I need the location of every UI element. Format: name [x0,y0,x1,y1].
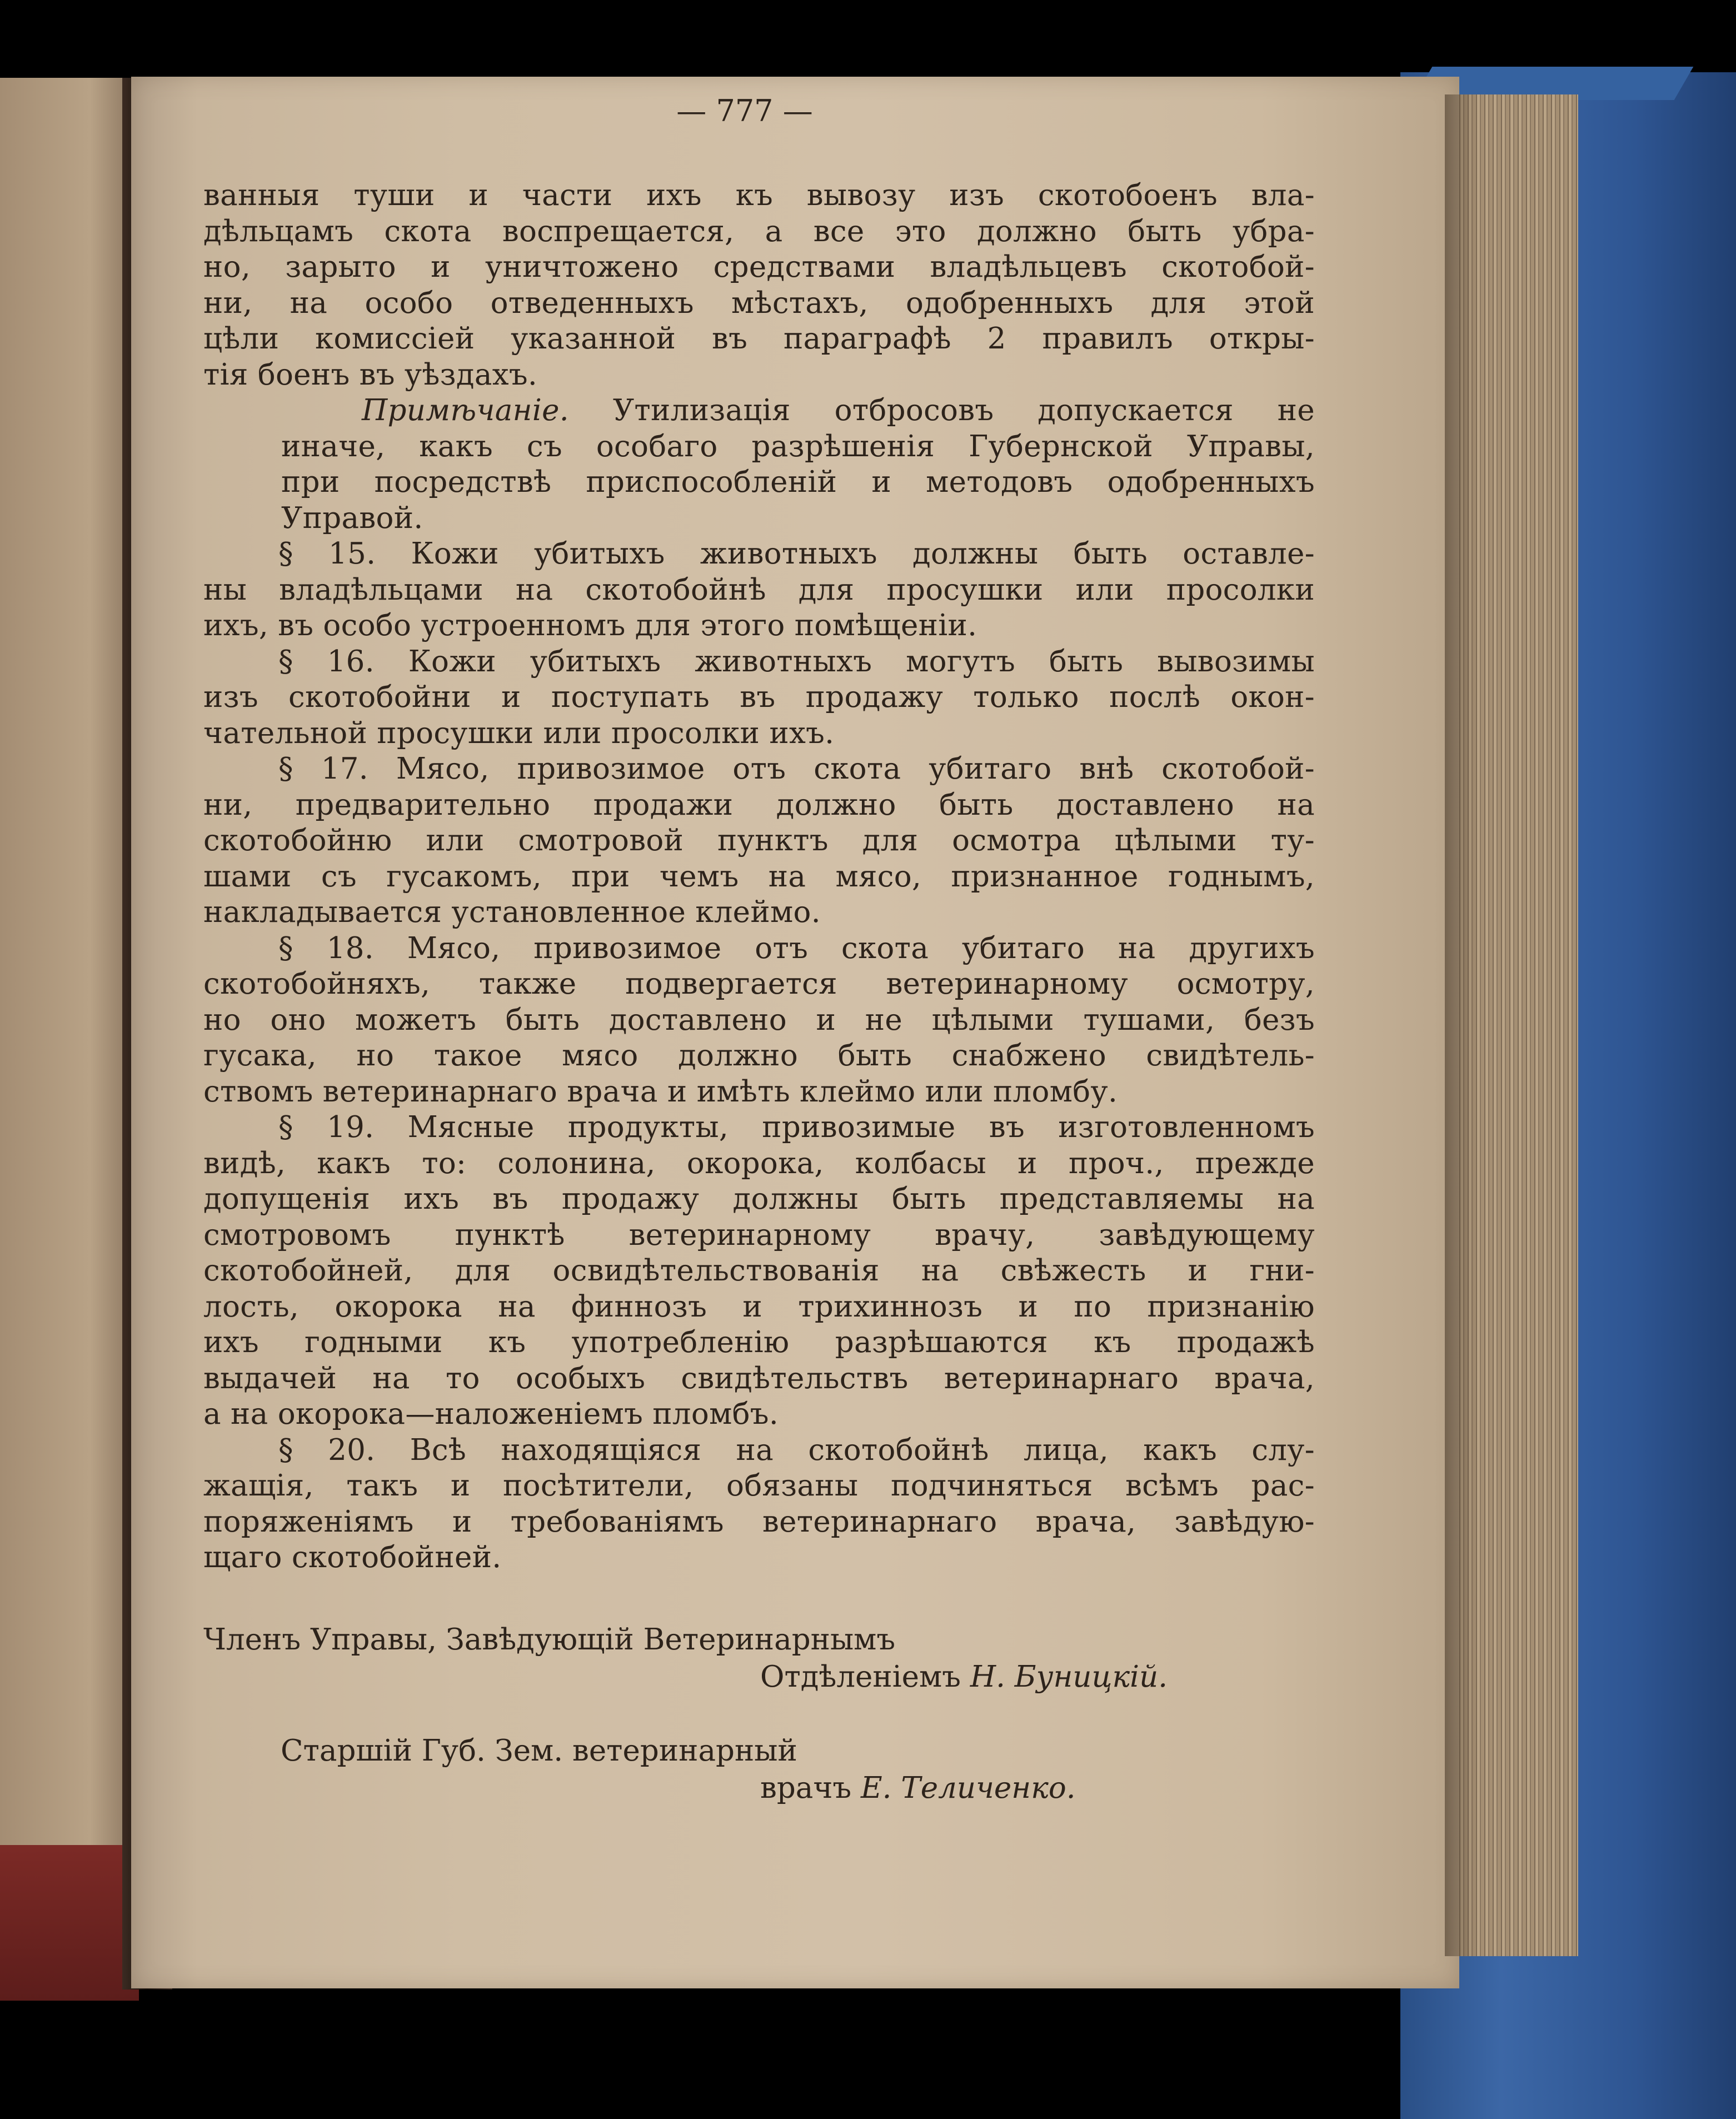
signature-2-name: Е. Теличенко. [860,1771,1076,1805]
paragraph-line: § 20. Всѣ находящіяся на скотобойнѣ лица, какъ слу- [278,1433,1315,1467]
body-line: цѣли комиссіей указанной въ параграфѣ 2 правилъ откры- [203,322,1315,356]
paragraph-line: ихъ годными къ употребленію разрѣшаются къ продажѣ [203,1325,1315,1359]
body-line: дѣльцамъ скота воспрещается, а все это должно быть убра- [203,214,1315,248]
signature-2-line1: Старшій Губ. Зем. ветеринарный [281,1734,797,1768]
paragraph-line: чательной просушки или просолки ихъ. [203,716,835,750]
paragraph-line: § 15. Кожи убитыхъ животныхъ должны быть оставле- [278,537,1315,571]
body-line: ванныя туши и части ихъ къ вывозу изъ скотобоенъ вла- [203,178,1315,212]
paragraph-line: поряженіямъ и требованіямъ ветеринарнаго врача, завѣдую- [203,1504,1315,1539]
paragraph-line: § 16. Кожи убитыхъ животныхъ могутъ быть вывозимы [278,644,1315,679]
paragraph-line: а на окорока—наложеніемъ пломбъ. [203,1397,779,1431]
note-label: Примѣчаніе. [362,393,569,427]
note-line: при посредствѣ приспособленій и методовъ одобренныхъ [281,465,1315,499]
signature-1-name: Н. Буницкій. [970,1660,1168,1694]
paragraph-line: но оно можетъ быть доставлено и не цѣлыми тушами, безъ [203,1003,1315,1037]
page-edge-shadow [1445,94,1478,1956]
paragraph-line: § 19. Мясные продукты, привозимые въ изготовленномъ [278,1110,1315,1144]
note-text: Утилизація отбросовъ допускается не [612,393,1315,427]
paragraph-line: смотровомъ пунктѣ ветеринарному врачу, завѣдующему [203,1218,1315,1252]
paragraph-line: гусака, но такое мясо должно быть снабжено свидѣтель- [203,1039,1315,1073]
paragraph-line: § 17. Мясо, привозимое отъ скота убитаго внѣ скотобой- [278,752,1315,786]
paragraph-line: жащія, такъ и посѣтители, обязаны подчиняться всѣмъ рас- [203,1469,1315,1503]
paragraph-line: щаго скотобойней. [203,1540,502,1574]
signature-1-line2 [760,1660,1168,1694]
signature-2-title: врачъ [760,1771,852,1805]
paragraph-line: выдачей на то особыхъ свидѣтельствъ ветеринарнаго врача, [203,1361,1315,1395]
paragraph-line: лость, окорока на финнозъ и трихиннозъ и по признанію [203,1289,1315,1324]
body-line: тія боенъ въ уѣздахъ. [203,357,538,392]
left-endpaper-red [0,1845,139,2001]
paragraph-line: изъ скотобойни и поступать въ продажу только послѣ окон- [203,680,1315,714]
paragraph-line: видѣ, какъ то: солонина, окорока, колбасы и проч., прежде [203,1146,1315,1180]
signature-1-title: Отдѣленіемъ [760,1660,961,1694]
paragraph-line: ны владѣльцами на скотобойнѣ для просушки или просолки [203,572,1315,607]
note-first-line [362,393,1315,428]
note-line: иначе, какъ съ особаго разрѣшенія Губернской Управы, [281,429,1315,463]
body-line: но, зарыто и уничтожено средствами владѣльцевъ скотобой- [203,250,1315,284]
paragraph-line: ихъ, въ особо устроенномъ для этого помѣщеніи. [203,609,977,642]
paragraph-line: скотобойней, для освидѣтельствованія на свѣжесть и гни- [203,1254,1315,1288]
paragraph-line: скотобойню или смотровой пунктъ для осмотра цѣлыми ту- [203,824,1315,857]
paragraph-line: ни, предварительно продажи должно быть доставлено на [203,787,1315,822]
signature-2-line2 [760,1771,1076,1805]
note-line: Управой. [281,501,423,535]
page-number: — 777 — [676,93,813,128]
body-line: ни, на особо отведенныхъ мѣстахъ, одобренныхъ для этой [203,286,1315,320]
paragraph-line: ствомъ ветеринарнаго врача и имѣть клеймо или пломбу. [203,1074,1118,1109]
paragraph-line: § 18. Мясо, привозимое отъ скота убитаго на другихъ [278,931,1315,965]
paragraph-line: скотобойняхъ, также подвергается ветеринарному осмотру, [203,967,1315,1001]
paragraph-line: шами съ гусакомъ, при чемъ на мясо, признанное годнымъ, [203,859,1315,894]
signature-1-line1: Членъ Управы, Завѣдующій Ветеринарнымъ [203,1623,896,1657]
paragraph-line: допущенія ихъ въ продажу должны быть представляемы на [203,1182,1315,1216]
paragraph-line: накладывается установленное клеймо. [203,895,821,929]
